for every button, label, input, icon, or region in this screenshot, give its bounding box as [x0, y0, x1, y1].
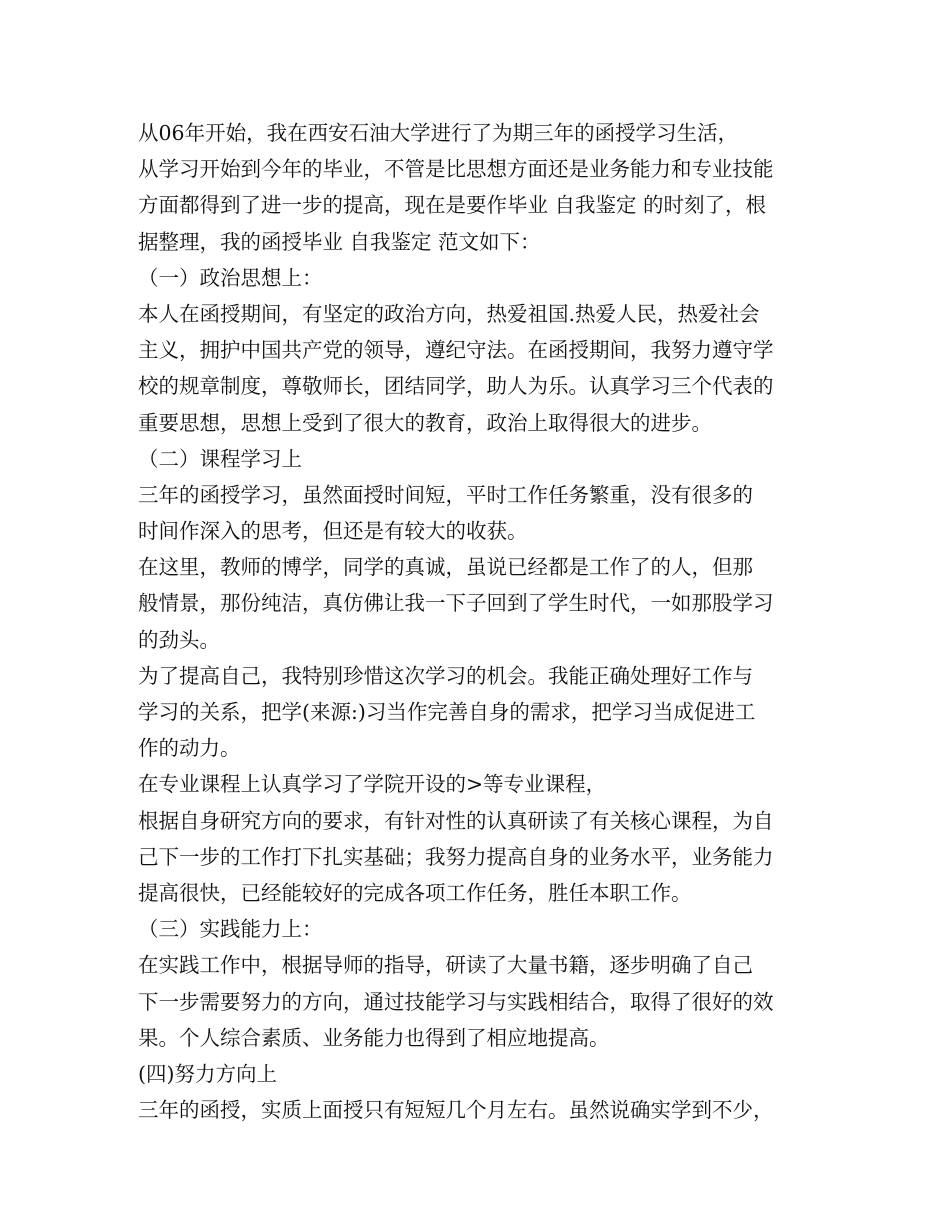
section-heading: (四)努力方向上: [138, 1061, 277, 1086]
text-line: 在实践工作中，根据导师的指导，研读了大量书籍，逐步明确了自己: [138, 953, 753, 978]
text-line: 在专业课程上认真学习了学院开设的>等专业课程，: [138, 772, 607, 797]
text-line: 三年的函授学习，虽然面授时间短，平时工作任务繁重，没有很多的: [138, 482, 753, 507]
text-line: 主义，拥护中国共产党的领导，遵纪守法。在函授期间，我努力遵守学: [138, 338, 774, 363]
text-line: 校的规章制度，尊敬师长，团结同学，助人为乐。认真学习三个代表的: [138, 374, 774, 399]
text-line: 据整理，我的函授毕业 自我鉴定 范文如下：: [138, 229, 541, 254]
text-line: 般情景，那份纯洁，真仿佛让我一下子回到了学生时代，一如那股学习: [138, 591, 774, 616]
text-line: 本人在函授期间，有坚定的政治方向，热爱祖国.热爱人民，热爱社会: [138, 301, 760, 326]
section-heading: （二）课程学习上: [138, 446, 302, 471]
text-line: 根据自身研究方向的要求，有针对性的认真研读了有关核心课程，为自: [138, 808, 774, 833]
section-heading: （三）实践能力上：: [138, 917, 323, 942]
text-line: 的劲头。: [138, 627, 220, 652]
text-line: 己下一步的工作打下扎实基础；我努力提高自身的业务水平，业务能力: [138, 844, 774, 869]
text-line: 时间作深入的思考，但还是有较大的收获。: [138, 519, 528, 544]
text-line: 为了提高自己，我特别珍惜这次学习的机会。我能正确处理好工作与: [138, 663, 753, 688]
text-line: 从06年开始，我在西安石油大学进行了为期三年的函授学习生活，: [138, 121, 739, 145]
text-line: 从学习开始到今年的毕业，不管是比思想方面还是业务能力和专业技能: [138, 157, 774, 182]
text-line: 果。个人综合素质、业务能力也得到了相应地提高。: [138, 1025, 610, 1050]
text-line: 方面都得到了进一步的提高，现在是要作毕业 自我鉴定 的时刻了，根: [138, 193, 767, 218]
text-line: 提高很快，已经能较好的完成各项工作任务，胜任本职工作。: [138, 880, 692, 905]
text-line: 在这里，教师的博学，同学的真诚，虽说已经都是工作了的人，但那: [138, 555, 753, 580]
section-heading: （一）政治思想上：: [138, 265, 323, 290]
text-line: 学习的关系，把学(来源:)习当作完善自身的需求，把学习当成促进工: [138, 700, 756, 724]
text-line: 下一步需要努力的方向，通过技能学习与实践相结合，取得了很好的效: [138, 989, 774, 1014]
text-line: 三年的函授，实质上面授只有短短几个月左右。虽然说确实学到不少，: [138, 1098, 774, 1123]
text-line: 重要思想，思想上受到了很大的教育，政治上取得很大的进步。: [138, 410, 712, 435]
text-line: 作的动力。: [138, 736, 241, 761]
document-body: [138, 115, 818, 1128]
